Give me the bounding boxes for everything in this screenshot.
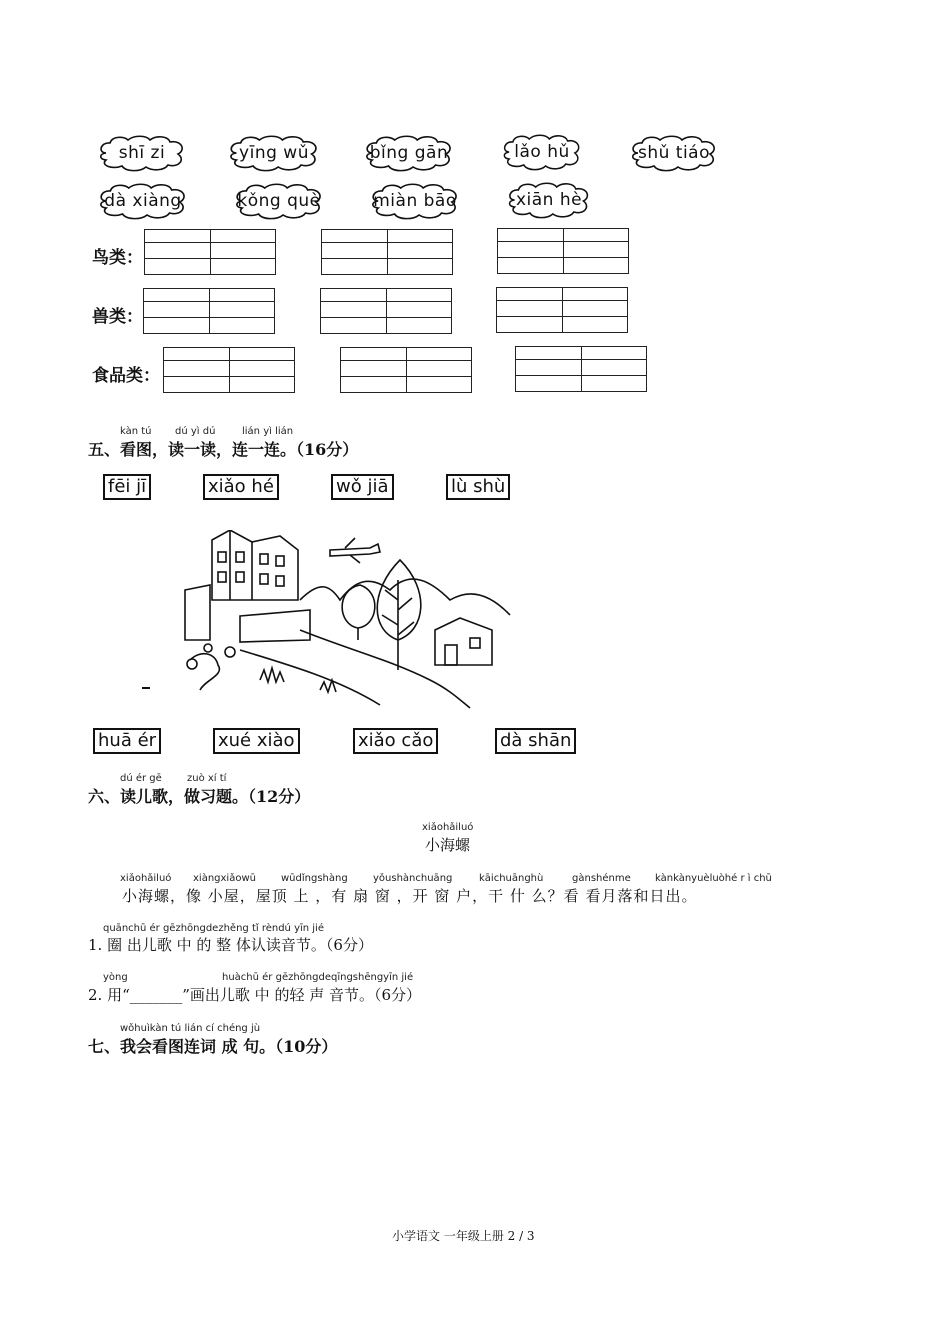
writing-grid[interactable] [320,288,452,334]
poem-pinyin: xiǎohǎiluó [120,873,172,884]
word-box[interactable]: dà shān [495,728,576,754]
poem-pinyin: wūdǐngshàng [281,873,348,884]
word-box[interactable]: xué xiào [213,728,300,754]
writing-grid[interactable] [496,287,628,333]
pinyin-annotation: dú yì dú [175,426,216,437]
writing-grid[interactable] [515,346,647,392]
cloud-word: yīng wǔ [226,134,322,172]
word-box[interactable]: xiǎo cǎo [353,728,438,754]
question-1: 1. 圈 出儿歌 中 的 整 体认读音节。（6分） [88,936,373,954]
question-2: 2. 用“_______”画出儿歌 中 的轻 声 音节。（6分） [88,986,422,1004]
word-box[interactable]: fēi jī [103,474,151,500]
poem-text: 小海螺，像 小屋，屋顶 上 ，有 扇 窗 ，开 窗 户，干 什 么？看 看月落和日出。 [122,887,698,905]
word-box[interactable]: lù shù [446,474,510,500]
section-6-title: 六、读儿歌，做习题。（12分） [88,787,311,806]
question-pinyin: yòng [103,972,128,983]
poem-title: 小海螺 [425,836,471,854]
poem-pinyin: gànshénme [572,873,631,884]
cloud-word: kǒng què [232,182,326,220]
pinyin-annotation: kàn tú [120,426,152,437]
writing-grid[interactable] [144,229,276,275]
village-illustration [130,530,530,710]
poem-title-pinyin: xiǎohǎiluó [422,822,474,833]
question-pinyin: huàchū ér gēzhōngdeqīngshēngyīn jié [222,972,414,983]
section-7-title: 七、我会看图连词 成 句。（10分） [88,1037,338,1056]
page-footer: 小学语文 一年级上册 2 / 3 [392,1229,535,1243]
writing-grid[interactable] [321,229,453,275]
poem-pinyin: yǒushànchuāng [373,873,453,884]
poem-pinyin: kànkànyuèluòhé r ì chū [655,873,772,884]
poem-pinyin: kāichuānghù [479,873,544,884]
cloud-word: miàn bāo [368,182,462,220]
writing-grid[interactable] [143,288,275,334]
writing-grid[interactable] [163,347,295,393]
writing-grid[interactable] [340,347,472,393]
cloud-word: lǎo hǔ [500,133,584,171]
cloud-word: dà xiàng [96,182,190,220]
category-label-birds: 鸟类： [92,248,143,268]
word-box[interactable]: xiǎo hé [203,474,279,500]
section-5-title: 五、看图，读一读，连一连。（16分） [88,440,359,459]
cloud-word: xiān hè [505,181,593,219]
category-label-beasts: 兽类： [92,307,143,327]
question-pinyin: quānchū ér gēzhōngdezhěng tǐ rèndú yīn jié [103,923,324,934]
pinyin-annotation: zuò xí tí [187,773,227,784]
cloud-word: shǔ tiáo [628,134,720,172]
pinyin-annotation: wǒhuìkàn tú lián cí chéng jù [120,1023,261,1034]
word-box[interactable]: huā ér [93,728,161,754]
category-label-food: 食品类： [92,366,160,386]
poem-pinyin: xiàngxiǎowū [193,873,256,884]
pinyin-annotation: dú ér gē [120,773,162,784]
word-box[interactable]: wǒ jiā [331,474,394,500]
cloud-word: shī zi [96,134,188,172]
pinyin-annotation: lián yì lián [242,426,294,437]
writing-grid[interactable] [497,228,629,274]
cloud-word: bǐng gān [362,134,456,172]
